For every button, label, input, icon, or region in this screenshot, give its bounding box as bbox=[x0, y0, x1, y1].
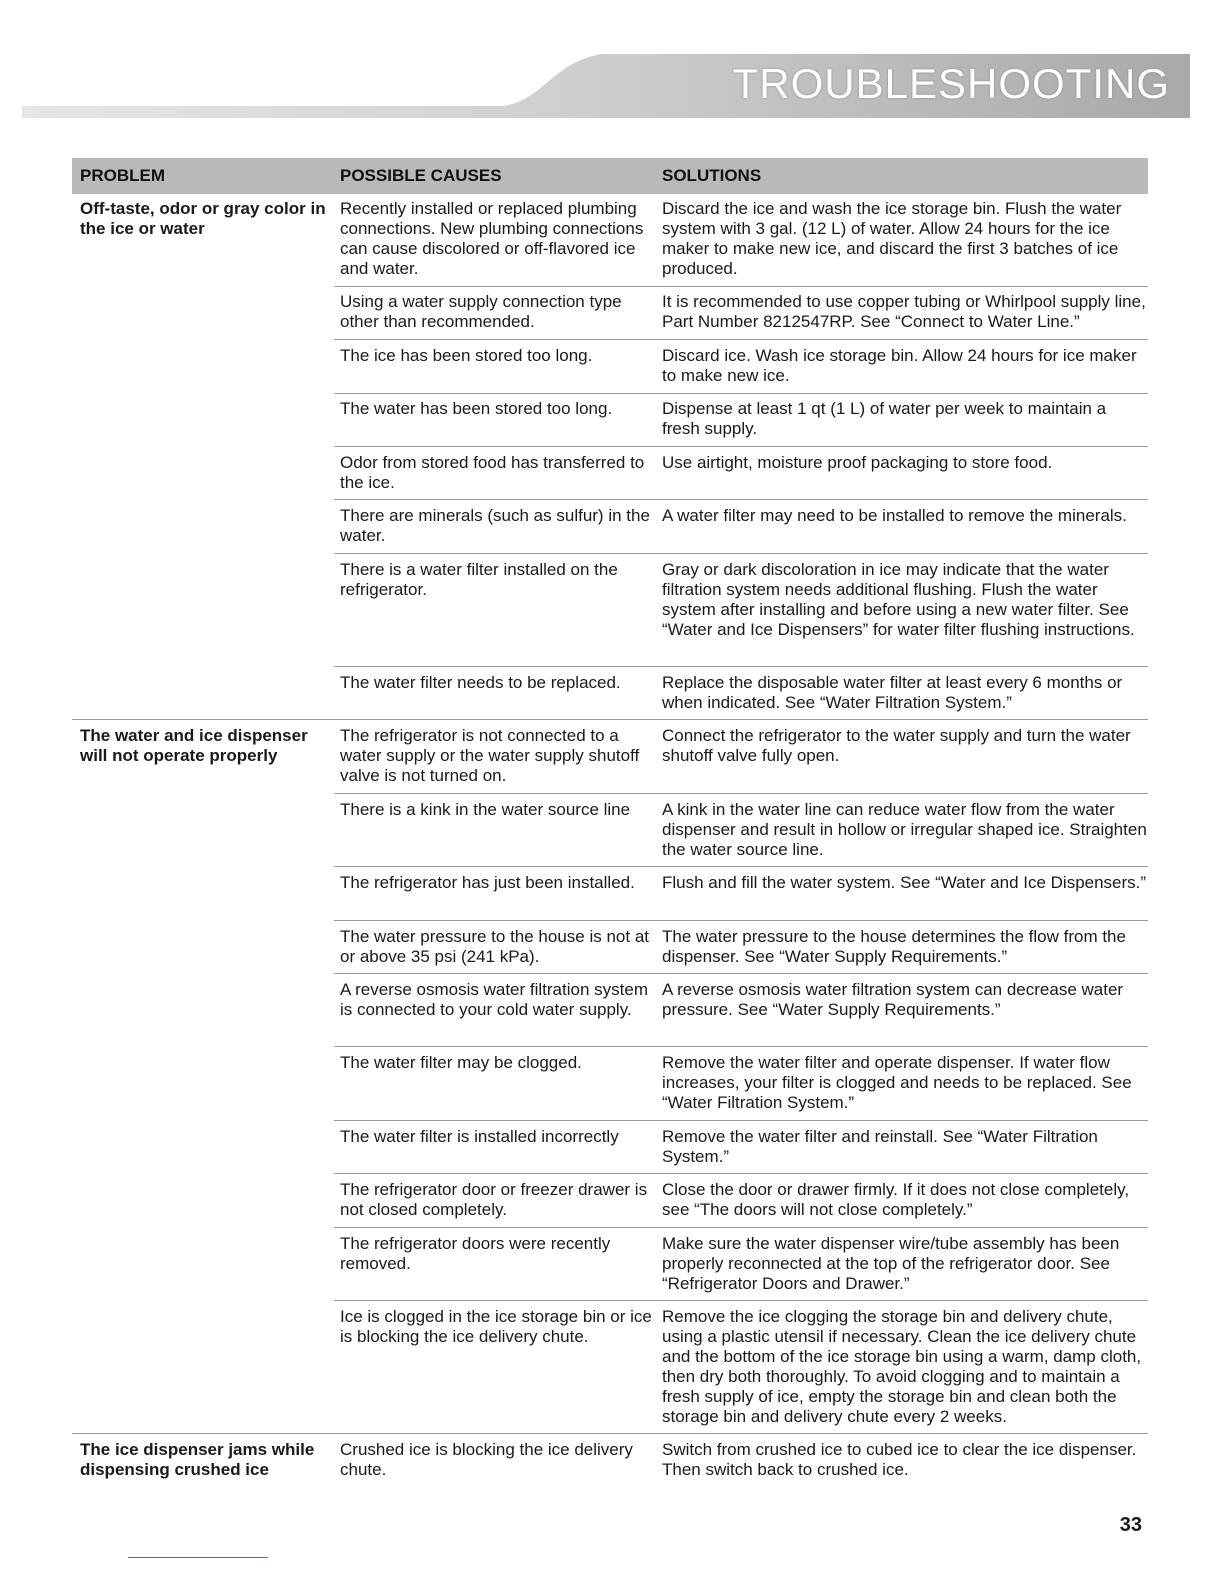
row-divider bbox=[334, 793, 1148, 794]
solution-cell: Remove the water filter and reinstall. See “Water Filtration System.” bbox=[662, 1127, 1098, 1166]
page-number: 33 bbox=[1119, 1514, 1142, 1536]
cause-cell: The refrigerator is not connected to a water supply or the water supply shutoff valve is not turned on. bbox=[340, 726, 640, 785]
row-divider bbox=[334, 1227, 1148, 1228]
row-divider bbox=[334, 499, 1148, 500]
row-divider bbox=[334, 1046, 1148, 1047]
group-divider bbox=[72, 719, 1148, 720]
row-divider bbox=[334, 393, 1148, 394]
cause-cell: Odor from stored food has transferred to the ice. bbox=[340, 453, 645, 492]
row-divider bbox=[334, 553, 1148, 554]
solution-cell: A water filter may need to be installed to remove the minerals. bbox=[662, 506, 1127, 525]
group-divider bbox=[72, 1433, 1148, 1434]
cause-cell: Using a water supply connection type other than recommended. bbox=[340, 292, 622, 331]
cause-cell: The water filter needs to be replaced. bbox=[340, 673, 621, 692]
problem-label: The ice dispenser jams while dispensing crushed ice bbox=[80, 1440, 315, 1479]
solution-cell: Use airtight, moisture proof packaging to store food. bbox=[662, 453, 1053, 472]
row-divider bbox=[334, 1173, 1148, 1174]
cause-cell: There are minerals (such as sulfur) in the water. bbox=[340, 506, 650, 545]
cause-cell: The water filter is installed incorrectly bbox=[340, 1127, 619, 1146]
table-header bbox=[72, 158, 1148, 194]
solution-cell: Discard the ice and wash the ice storage bin. Flush the water system with 3 gal. (12 L) of water. Allow 24 hours for the ice maker to make new ice, and discard the first 3 batches of ice produced. bbox=[662, 199, 1122, 278]
title-banner bbox=[22, 52, 1190, 118]
header-solutions: SOLUTIONS bbox=[662, 166, 762, 185]
row-divider bbox=[334, 339, 1148, 340]
solution-cell: Switch from crushed ice to cubed ice to clear the ice dispenser. Then switch back to crushed ice. bbox=[662, 1440, 1137, 1479]
solution-cell: A reverse osmosis water filtration system can decrease water pressure. See “Water Supply Requirements.” bbox=[662, 980, 1124, 1019]
cause-cell: Recently installed or replaced plumbing connections. New plumbing connections can cause discolored or off-flavored ice and water. bbox=[340, 199, 644, 278]
solution-cell: Discard ice. Wash ice storage bin. Allow 24 hours for ice maker to make new ice. bbox=[662, 346, 1137, 385]
solution-cell: A kink in the water line can reduce water flow from the water dispenser and result in hollow or irregular shaped ice. Straighten the water source line. bbox=[662, 800, 1147, 859]
solution-cell: Flush and fill the water system. See “Water and Ice Dispensers.” bbox=[662, 873, 1147, 892]
cause-cell: The refrigerator door or freezer drawer is not closed completely. bbox=[340, 1180, 648, 1219]
row-divider bbox=[334, 920, 1148, 921]
problem-label: Off-taste, odor or gray color in the ice or water bbox=[80, 199, 326, 238]
row-divider bbox=[334, 1120, 1148, 1121]
cause-cell: The water filter may be clogged. bbox=[340, 1053, 582, 1072]
row-divider bbox=[334, 446, 1148, 447]
row-divider bbox=[334, 286, 1148, 287]
page-title: TROUBLESHOOTING bbox=[732, 60, 1170, 107]
problem-label: The water and ice dispenser will not operate properly bbox=[80, 726, 308, 765]
solution-cell: Dispense at least 1 qt (1 L) of water per week to maintain a fresh supply. bbox=[662, 399, 1107, 438]
cause-cell: The water pressure to the house is not at or above 35 psi (241 kPa). bbox=[340, 927, 650, 966]
header-problem: PROBLEM bbox=[80, 166, 165, 185]
solution-cell: The water pressure to the house determines the flow from the dispenser. See “Water Supply Requirements.” bbox=[662, 927, 1126, 966]
solution-cell: Remove the ice clogging the storage bin and delivery chute, using a plastic utensil if necessary. Clean the ice delivery chute and the bottom of the ice storage bin using a warm, damp cloth, then dry both thoroughly. To avoid clogging and to maintain a fresh supply of ice, empty the storage bin and clean both the storage bin and delivery chute every 2 weeks. bbox=[662, 1307, 1142, 1426]
cause-cell: A reverse osmosis water filtration system is connected to your cold water supply. bbox=[340, 980, 648, 1019]
cause-cell: Crushed ice is blocking the ice delivery chute. bbox=[340, 1440, 633, 1479]
cause-cell: The ice has been stored too long. bbox=[340, 346, 593, 365]
footer-rule bbox=[128, 1557, 268, 1558]
cause-cell: The refrigerator doors were recently removed. bbox=[340, 1234, 611, 1273]
row-divider bbox=[334, 866, 1148, 867]
row-divider bbox=[334, 1300, 1148, 1301]
row-divider bbox=[334, 973, 1148, 974]
solution-cell: Gray or dark discoloration in ice may indicate that the water filtration system needs additional flushing. Flush the water system after installing and before using a new water filter. See “Water and Ice Dispensers” for water filter flushing instructions. bbox=[662, 560, 1135, 639]
header-causes: POSSIBLE CAUSES bbox=[340, 166, 502, 185]
cause-cell: Ice is clogged in the ice storage bin or ice is blocking the ice delivery chute. bbox=[340, 1307, 652, 1346]
solution-cell: Replace the disposable water filter at least every 6 months or when indicated. See “Water Filtration System.” bbox=[662, 673, 1123, 712]
solution-cell: Make sure the water dispenser wire/tube assembly has been properly reconnected at the top of the refrigerator door. See “Refrigerator Doors and Drawer.” bbox=[662, 1234, 1120, 1293]
cause-cell: There is a water filter installed on the refrigerator. bbox=[340, 560, 618, 599]
cause-cell: There is a kink in the water source line bbox=[340, 800, 631, 819]
row-divider bbox=[334, 666, 1148, 667]
cause-cell: The refrigerator has just been installed. bbox=[340, 873, 635, 892]
solution-cell: Connect the refrigerator to the water supply and turn the water shutoff valve fully open. bbox=[662, 726, 1131, 765]
cause-cell: The water has been stored too long. bbox=[340, 399, 613, 418]
solution-cell: Remove the water filter and operate dispenser. If water flow increases, your filter is clogged and needs to be replaced. See “Water Filtration System.” bbox=[662, 1053, 1132, 1112]
solution-cell: Close the door or drawer firmly. If it does not close completely, see “The doors will not close completely.” bbox=[662, 1180, 1130, 1219]
solution-cell: It is recommended to use copper tubing or Whirlpool supply line, Part Number 8212547RP. See “Connect to Water Line.” bbox=[662, 292, 1146, 331]
